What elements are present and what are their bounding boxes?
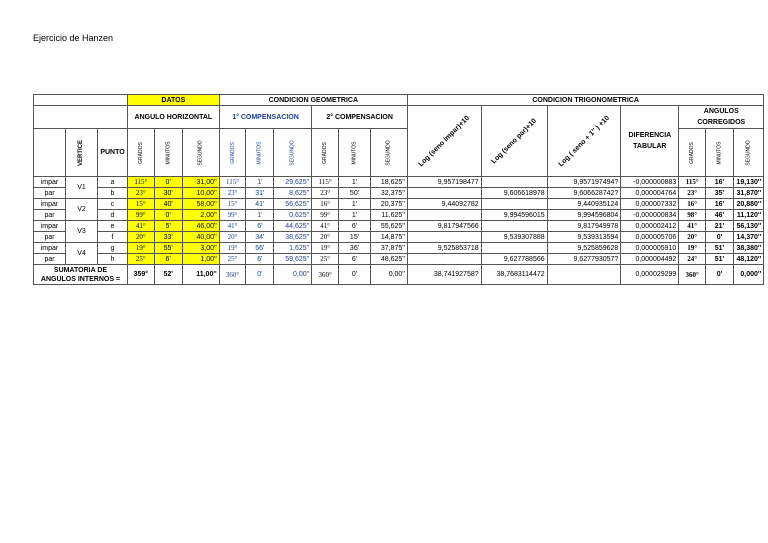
sum-datos-minutos: 52' — [154, 265, 182, 285]
datos-grados: 25° — [128, 254, 155, 265]
c2-segundo: 18,625'' — [370, 177, 407, 188]
table-row — [34, 177, 764, 188]
sumatoria-row — [34, 265, 764, 285]
table-row — [34, 199, 764, 210]
comp1-header: 1° COMPENSACION — [219, 106, 312, 129]
ac-segundo: 19,130'' — [733, 177, 763, 188]
minutos-header: MINUTOS — [716, 141, 723, 165]
log-impar-header: Log (seno impar)+10 — [417, 114, 472, 168]
c2-minutos: 15' — [338, 232, 370, 243]
vertice-cell: V4 — [66, 243, 98, 265]
grados-header: GRADOS — [322, 142, 329, 164]
log-1s-cell: 9,627793057? — [547, 254, 621, 265]
c2-grados: 16° — [312, 199, 339, 210]
c2-minutos: 1' — [338, 199, 370, 210]
segundo-header: SEGUNDO — [745, 140, 752, 166]
sum-c2-grados: 360° — [312, 265, 339, 285]
sum-c1-segundo: 0,00'' — [274, 265, 312, 285]
segundo-header: SEGUNDO — [289, 140, 296, 166]
header-row-2 — [34, 106, 764, 129]
datos-grados: 20° — [128, 232, 155, 243]
punto-cell: c — [98, 199, 128, 210]
sum-dif-tab: 0,000029299 — [621, 265, 679, 285]
log-1s-header: Log ( seno + 1'' ) +10 — [557, 114, 611, 168]
ac-segundo: 14,370'' — [733, 232, 763, 243]
datos-minutos: 33' — [154, 232, 182, 243]
sumatoria-label: SUMATORIA DE ANGULOS INTERNOS = — [34, 265, 128, 285]
comp2-header: 2° COMPENSACION — [312, 106, 408, 129]
log-par-cell — [481, 221, 547, 232]
datos-segundo: 40,00'' — [182, 232, 219, 243]
punto-cell: e — [98, 221, 128, 232]
log-par-cell: 9,994596015 — [481, 210, 547, 221]
c1-minutos: 6' — [246, 221, 274, 232]
c2-grados: 25° — [312, 254, 339, 265]
c2-grados: 99° — [312, 210, 339, 221]
c1-minutos: 6' — [246, 254, 274, 265]
datos-minutos: 30' — [154, 188, 182, 199]
sum-c2-segundo: 0,00'' — [370, 265, 407, 285]
vertice-cell: V2 — [66, 199, 98, 221]
log-1s-cell: 9,539313594 — [547, 232, 621, 243]
table-row — [34, 232, 764, 243]
c2-grados: 20° — [312, 232, 339, 243]
c1-segundo: 56,625'' — [274, 199, 312, 210]
log-impar-cell: 9,817947566 — [407, 221, 481, 232]
datos-segundo: 2,00'' — [182, 210, 219, 221]
log-par-cell: 9,627788566 — [481, 254, 547, 265]
datos-minutos: 40' — [154, 199, 182, 210]
c1-minutos: 34' — [246, 232, 274, 243]
ac-grados: 16° — [679, 199, 706, 210]
datos-segundo: 1,00'' — [182, 254, 219, 265]
grados-header: GRADOS — [229, 142, 236, 164]
c2-segundo: 55,625'' — [370, 221, 407, 232]
ang-horiz-header: ANGULO HORIZONTAL — [128, 106, 220, 129]
log-1s-cell: 9,817949978 — [547, 221, 621, 232]
c1-segundo: 8,625'' — [274, 188, 312, 199]
log-par-header: Log (seno par)+10 — [490, 117, 538, 165]
c2-segundo: 20,375'' — [370, 199, 407, 210]
c2-grados: 23° — [312, 188, 339, 199]
ac-minutos: 35' — [706, 188, 734, 199]
ac-minutos: 0' — [706, 232, 734, 243]
tipo-cell: impar — [34, 199, 66, 210]
c2-segundo: 48,625'' — [370, 254, 407, 265]
minutos-header: MINUTOS — [256, 141, 263, 165]
vertice-cell: V3 — [66, 221, 98, 243]
log-par-cell — [481, 177, 547, 188]
dif-tab-cell: 0,000007332 — [621, 199, 679, 210]
c1-minutos: 56' — [246, 243, 274, 254]
sum-datos-segundo: 11,00'' — [182, 265, 219, 285]
c1-segundo: 29,625'' — [274, 177, 312, 188]
datos-segundo: 58,00'' — [182, 199, 219, 210]
c1-grados: 19° — [219, 243, 246, 254]
c1-minutos: 31' — [246, 188, 274, 199]
tipo-cell: par — [34, 254, 66, 265]
datos-segundo: 10,00'' — [182, 188, 219, 199]
table-row — [34, 221, 764, 232]
dif-tab-cell: 0,000004764 — [621, 188, 679, 199]
c1-segundo: 38,625'' — [274, 232, 312, 243]
ac-minutos: 46' — [706, 210, 734, 221]
ac-segundo: 56,130'' — [733, 221, 763, 232]
ac-segundo: 48,120'' — [733, 254, 763, 265]
vertice-cell: V1 — [66, 177, 98, 199]
tipo-cell: impar — [34, 221, 66, 232]
c1-minutos: 1' — [246, 177, 274, 188]
c2-minutos: 6' — [338, 221, 370, 232]
datos-header: DATOS — [128, 95, 220, 106]
ac-grados: 115° — [679, 177, 706, 188]
log-par-cell: 9,539307888 — [481, 232, 547, 243]
c2-segundo: 11,625'' — [370, 210, 407, 221]
table-row — [34, 254, 764, 265]
c1-segundo: 0,625'' — [274, 210, 312, 221]
ac-minutos: 51' — [706, 254, 734, 265]
sum-c1-grados: 360° — [219, 265, 246, 285]
punto-cell: f — [98, 232, 128, 243]
cond-trig-header: CONDICION TRIGONOMETRICA — [407, 95, 763, 106]
c2-segundo: 37,875'' — [370, 243, 407, 254]
segundo-header: SEGUNDO — [385, 140, 392, 166]
log-impar-cell: 9,525853718 — [407, 243, 481, 254]
ac-segundo: 31,870'' — [733, 188, 763, 199]
datos-segundo: 3,00'' — [182, 243, 219, 254]
sum-log-impar: 38,74192758? — [407, 265, 481, 285]
ac-minutos: 16' — [706, 177, 734, 188]
c1-grados: 15° — [219, 199, 246, 210]
c2-minutos: 36' — [338, 243, 370, 254]
dif-tab-cell: 0,000005910 — [621, 243, 679, 254]
datos-grados: 15° — [128, 199, 155, 210]
dif-tab-cell: -0,000000834 — [621, 210, 679, 221]
log-impar-cell — [407, 254, 481, 265]
cond-geom-header: CONDICION GEOMETRICA — [219, 95, 407, 106]
log-impar-cell: 9,44092782 — [407, 199, 481, 210]
log-1s-cell: 9,957197494? — [547, 177, 621, 188]
c2-grados: 19° — [312, 243, 339, 254]
c2-minutos: 6' — [338, 254, 370, 265]
datos-grados: 99° — [128, 210, 155, 221]
datos-grados: 115° — [128, 177, 155, 188]
dif-tab-cell: -0,000000883 — [621, 177, 679, 188]
minutos-header: MINUTOS — [165, 141, 172, 165]
datos-segundo: 31,00'' — [182, 177, 219, 188]
punto-header: PUNTO — [98, 129, 128, 177]
c1-minutos: 41' — [246, 199, 274, 210]
ac-grados: 41° — [679, 221, 706, 232]
c1-minutos: 1' — [246, 210, 274, 221]
sum-c1-minutos: 0' — [246, 265, 274, 285]
log-par-cell — [481, 199, 547, 210]
tipo-cell: par — [34, 188, 66, 199]
tipo-cell: par — [34, 210, 66, 221]
punto-cell: b — [98, 188, 128, 199]
tipo-cell: impar — [34, 177, 66, 188]
table-row — [34, 210, 764, 221]
c2-minutos: 1' — [338, 210, 370, 221]
c2-minutos: 50' — [338, 188, 370, 199]
ang-corr-header: ANGULOS CORREGIDOS — [679, 106, 764, 129]
datos-minutos: 0' — [154, 210, 182, 221]
ac-segundo: 20,880'' — [733, 199, 763, 210]
hanzen-table — [33, 94, 764, 285]
punto-cell: d — [98, 210, 128, 221]
header-row-1 — [34, 95, 764, 106]
tipo-cell: impar — [34, 243, 66, 254]
log-impar-cell — [407, 188, 481, 199]
datos-minutos: 5' — [154, 221, 182, 232]
sum-log-par: 38,7683114472 — [481, 265, 547, 285]
ac-grados: 23° — [679, 188, 706, 199]
sum-c2-minutos: 0' — [338, 265, 370, 285]
ac-grados: 20° — [679, 232, 706, 243]
log-impar-cell: 9,957198477 — [407, 177, 481, 188]
minutos-header: MINUTOS — [351, 141, 358, 165]
page-title: Ejercicio de Hanzen — [33, 33, 114, 43]
c1-grados: 23° — [219, 188, 246, 199]
table-row — [34, 188, 764, 199]
ac-minutos: 51' — [706, 243, 734, 254]
datos-grados: 41° — [128, 221, 155, 232]
log-1s-cell: 9,440935124 — [547, 199, 621, 210]
datos-minutos: 6' — [154, 254, 182, 265]
c1-segundo: 59,625'' — [274, 254, 312, 265]
grados-header: GRADOS — [137, 142, 144, 164]
table-row — [34, 243, 764, 254]
ac-segundo: 38,380'' — [733, 243, 763, 254]
c2-minutos: 1' — [338, 177, 370, 188]
c2-grados: 115° — [312, 177, 339, 188]
dif-tab-cell: 0,000004492 — [621, 254, 679, 265]
ac-grados: 19° — [679, 243, 706, 254]
c1-grados: 115° — [219, 177, 246, 188]
log-impar-cell — [407, 210, 481, 221]
ac-grados: 98° — [679, 210, 706, 221]
log-impar-cell — [407, 232, 481, 243]
sum-ac-segundo: 0,000'' — [733, 265, 763, 285]
datos-segundo: 46,00'' — [182, 221, 219, 232]
datos-grados: 23° — [128, 188, 155, 199]
grados-header: GRADOS — [689, 142, 696, 164]
datos-grados: 19° — [128, 243, 155, 254]
dif-tab-cell: 0,000002412 — [621, 221, 679, 232]
c1-segundo: 1,625'' — [274, 243, 312, 254]
ac-segundo: 11,120'' — [733, 210, 763, 221]
sum-ac-minutos: 0' — [706, 265, 734, 285]
c1-grados: 41° — [219, 221, 246, 232]
vertice-header: VERTICE — [78, 139, 85, 167]
punto-cell: h — [98, 254, 128, 265]
datos-minutos: 0' — [154, 177, 182, 188]
sum-datos-grados: 359° — [128, 265, 155, 285]
datos-minutos: 55' — [154, 243, 182, 254]
c2-grados: 41° — [312, 221, 339, 232]
c1-segundo: 44,625'' — [274, 221, 312, 232]
c1-grados: 99° — [219, 210, 246, 221]
log-par-cell — [481, 243, 547, 254]
punto-cell: a — [98, 177, 128, 188]
ac-minutos: 16' — [706, 199, 734, 210]
ac-grados: 24° — [679, 254, 706, 265]
c2-segundo: 14,875'' — [370, 232, 407, 243]
dif-tab-header: DIFERENCIA TABULAR — [621, 106, 679, 177]
ac-minutos: 21' — [706, 221, 734, 232]
log-par-cell: 9,606618978 — [481, 188, 547, 199]
log-1s-cell: 9,606628742? — [547, 188, 621, 199]
c2-segundo: 32,375'' — [370, 188, 407, 199]
punto-cell: g — [98, 243, 128, 254]
segundo-header: SEGUNDO — [197, 140, 204, 166]
dif-tab-cell: 0,000005706 — [621, 232, 679, 243]
log-1s-cell: 9,525859628 — [547, 243, 621, 254]
c1-grados: 25° — [219, 254, 246, 265]
c1-grados: 20° — [219, 232, 246, 243]
sum-ac-grados: 360° — [679, 265, 706, 285]
log-1s-cell: 9,994596804 — [547, 210, 621, 221]
tipo-cell: par — [34, 232, 66, 243]
